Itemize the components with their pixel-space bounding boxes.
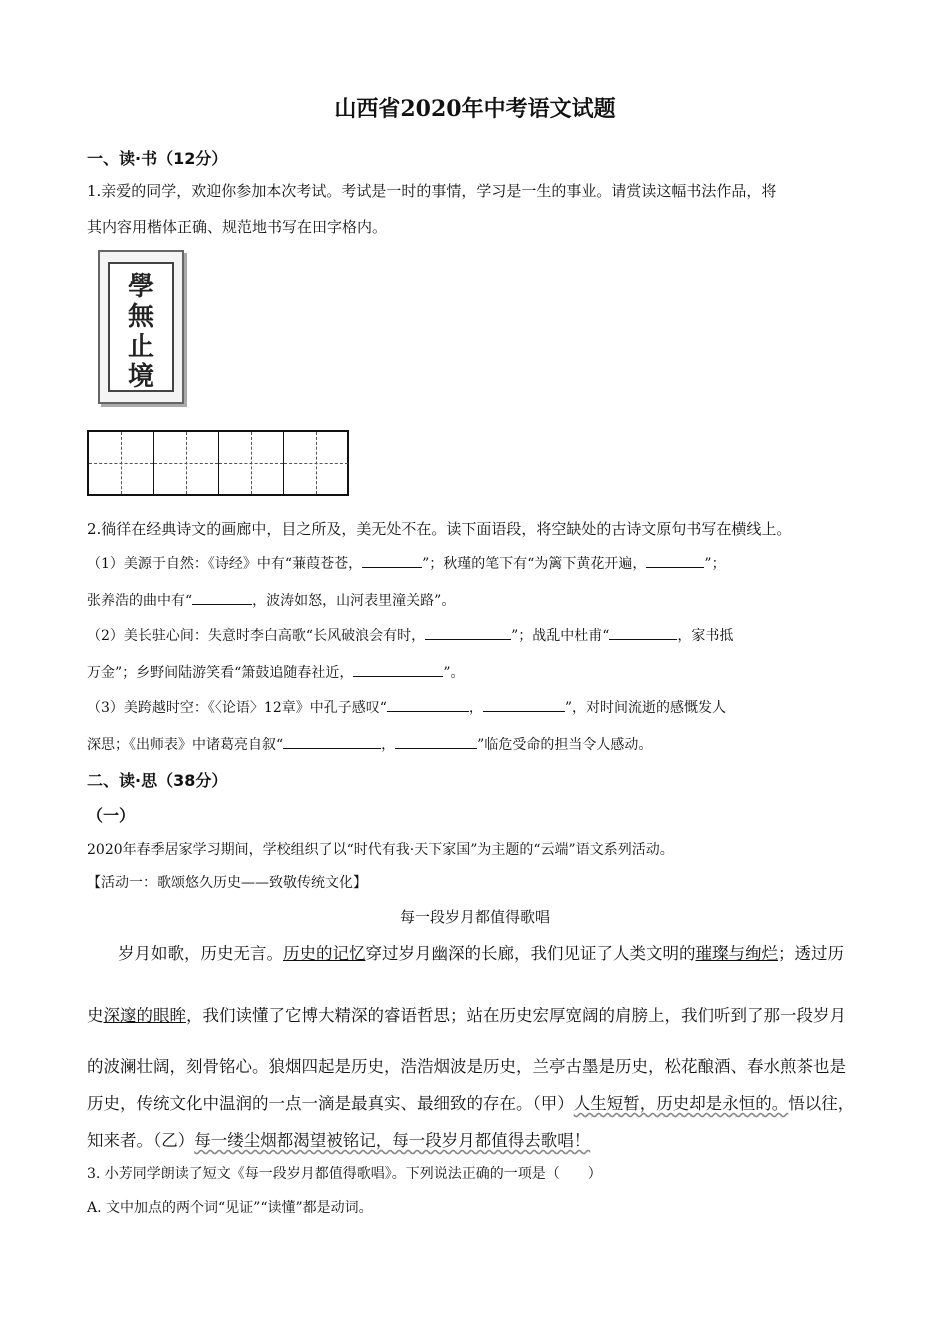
section2-intro: 2020年春季居家学习期间，学校组织了以“时代有我·天下家国”为主题的“云端”语文系列活动。 bbox=[87, 842, 674, 858]
answer-blank[interactable] bbox=[609, 625, 677, 640]
essay-line bbox=[87, 1090, 854, 1114]
q2-2-line1 bbox=[87, 625, 733, 645]
calligraphy-char: 學 bbox=[127, 272, 154, 302]
grid-cell[interactable] bbox=[219, 432, 284, 494]
calligraphy-char: 境 bbox=[127, 362, 154, 392]
text: 深思；《出师表》中诸葛亮自叙“ bbox=[87, 737, 284, 753]
wavy-underlined-text: 人生短暂，历史却是永恒的。 bbox=[573, 1094, 789, 1113]
text: 穿过岁月幽深的长廊，我们见证了人类文明的 bbox=[365, 944, 696, 963]
answer-blank[interactable] bbox=[395, 734, 477, 749]
text: ，波涛如怒，山河表里潼关路”。 bbox=[252, 593, 456, 609]
tianzige-grid[interactable] bbox=[87, 430, 349, 496]
answer-blank[interactable] bbox=[362, 553, 422, 568]
text: ，我们读懂了它博大精深的睿语哲思；站在历史宏厚宽阔的肩膀上，我们听到了那一段岁月 bbox=[186, 1006, 846, 1025]
answer-blank[interactable] bbox=[646, 553, 704, 568]
answer-blank[interactable] bbox=[353, 662, 443, 677]
answer-blank[interactable] bbox=[283, 734, 381, 749]
text: （2）美长驻心间：失意时李白高歌“长风破浪会有时， bbox=[87, 628, 426, 644]
question-3: 3. 小芳同学朗读了短文《每一段岁月都值得歌唱》。下列说法正确的一项是（ ） bbox=[87, 1166, 602, 1182]
text: 历史，传统文化中温润的一点一滴是最真实、最细致的存在。（甲） bbox=[87, 1094, 574, 1113]
answer-blank[interactable] bbox=[192, 590, 252, 605]
text: ”；秋瑾的笔下有“为篱下黄花开遍， bbox=[422, 556, 647, 572]
essay-line bbox=[87, 1002, 846, 1026]
calligraphy-char: 無 bbox=[127, 302, 154, 332]
q1-line2: 其内容用楷体正确、规范地书写在田字格内。 bbox=[87, 218, 388, 236]
q1-line1: 1.亲爱的同学，欢迎你参加本次考试。考试是一时的事情，学习是一生的事业。请赏读这幅书法作品，将 bbox=[87, 182, 777, 200]
text: ”临危受命的担当令人感动。 bbox=[477, 737, 653, 753]
answer-blank[interactable] bbox=[387, 697, 469, 712]
section2-heading: 二、读·思（38分） bbox=[87, 771, 228, 790]
text: 知来者。（乙） bbox=[87, 1131, 195, 1150]
text: ”。 bbox=[443, 665, 465, 681]
wavy-underlined-text: 每一缕尘烟都渴望被铭记，每一段岁月都值得去歌唱！ bbox=[194, 1131, 591, 1150]
text: 悟以往， bbox=[788, 1094, 855, 1113]
text: ”； bbox=[704, 556, 726, 572]
answer-blank[interactable] bbox=[483, 697, 565, 712]
text: 史 bbox=[87, 1006, 104, 1025]
grid-cell[interactable] bbox=[284, 432, 349, 494]
activity-label: 【活动一：歌颂悠久历史——致敬传统文化】 bbox=[87, 875, 367, 891]
q2-intro: 2.徜徉在经典诗文的画廊中，目之所及，美无处不在。读下面语段，将空缺处的古诗文原句书写在横线上。 bbox=[87, 520, 792, 538]
q2-1-line1 bbox=[87, 553, 726, 573]
essay-title: 每一段岁月都值得歌唱 bbox=[399, 908, 550, 926]
text: ， bbox=[381, 737, 396, 753]
text: 万金”；乡野间陆游笑看“箫鼓追随春社近， bbox=[87, 665, 354, 681]
underlined-text: 深邃的眼眸 bbox=[103, 1006, 186, 1025]
text: 张养浩的曲中有“ bbox=[87, 593, 193, 609]
q2-2-line2 bbox=[87, 662, 465, 682]
text: ”，对时间流逝的感慨发人 bbox=[564, 700, 727, 716]
text: ， bbox=[468, 700, 483, 716]
text: 岁月如歌，历史无言。 bbox=[118, 944, 283, 963]
answer-blank[interactable] bbox=[425, 625, 511, 640]
calligraphy-char: 止 bbox=[127, 332, 154, 362]
text: ”；战乱中杜甫“ bbox=[511, 628, 610, 644]
essay-line: 的波澜壮阔，刻骨铭心。狼烟四起是历史，浩浩烟波是历史，兰亭古墨是历史，松花酿酒、春水煎茶也是 bbox=[87, 1057, 846, 1076]
page-title: 山西省2020年中考语文试题 bbox=[334, 96, 616, 122]
essay-line bbox=[87, 1127, 590, 1151]
text: （3）美跨越时空：《〈论语〉12章》中孔子感叹“ bbox=[87, 700, 387, 716]
section1-heading: 一、读·书（12分） bbox=[87, 149, 228, 168]
grid-cell[interactable] bbox=[154, 432, 219, 494]
subsection-label: （一） bbox=[87, 806, 136, 825]
text: （1）美源于自然：《诗经》中有“蒹葭苍苍， bbox=[87, 556, 363, 572]
calligraphy-image bbox=[98, 250, 184, 404]
q2-3-line1 bbox=[87, 697, 726, 717]
text: ，家书抵 bbox=[677, 628, 734, 644]
text: ；透过历 bbox=[778, 944, 844, 963]
essay-line bbox=[118, 940, 844, 964]
q2-3-line2 bbox=[87, 734, 652, 754]
underlined-text: 历史的记忆 bbox=[283, 944, 366, 963]
grid-cell[interactable] bbox=[89, 432, 154, 494]
underlined-text: 璀璨与绚烂 bbox=[695, 944, 778, 963]
q2-1-line2 bbox=[87, 590, 455, 610]
option-a[interactable]: A. 文中加点的两个词“见证”“读懂”都是动词。 bbox=[87, 1200, 373, 1216]
